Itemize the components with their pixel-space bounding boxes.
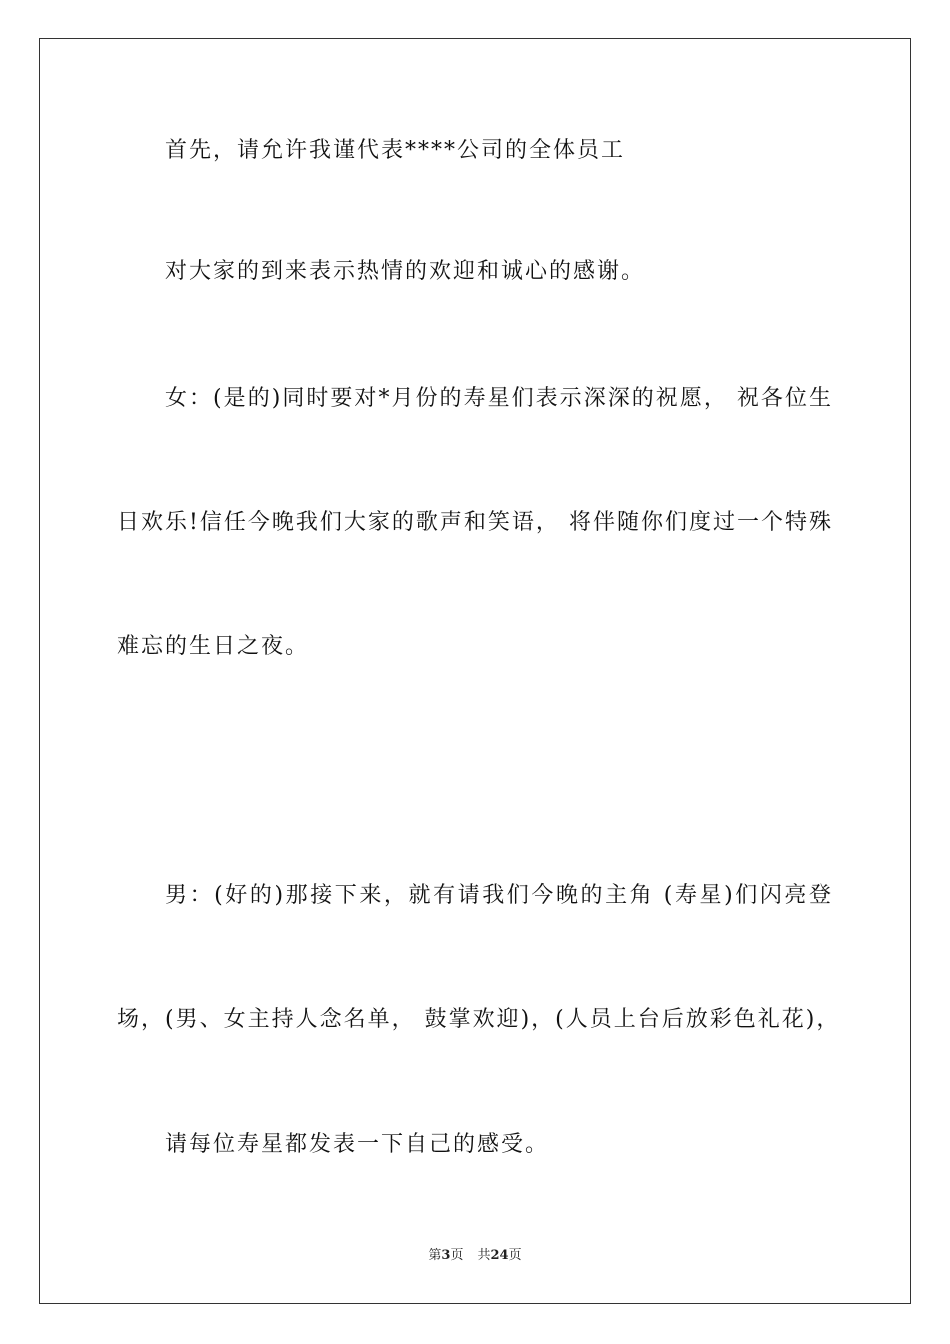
footer-total-pages: 24	[490, 1248, 509, 1263]
paragraph-line-3: 女：(是的)同时要对*月份的寿星们表示深深的祝愿， 祝各位生	[165, 386, 833, 411]
page-border	[39, 38, 911, 1304]
paragraph-line-7: 场，(男、女主持人念名单， 鼓掌欢迎)，(人员上台后放彩色礼花)，	[117, 1007, 841, 1032]
paragraph-line-1: 首先，请允许我谨代表****公司的全体员工	[165, 138, 626, 163]
footer-total-suffix: 页	[508, 1248, 522, 1263]
paragraph-line-2: 对大家的到来表示热情的欢迎和诚心的感谢。	[165, 259, 646, 284]
paragraph-line-5: 难忘的生日之夜。	[117, 634, 310, 659]
paragraph-line-8: 请每位寿星都发表一下自己的感受。	[165, 1132, 550, 1157]
footer-page-suffix: 页	[450, 1248, 464, 1263]
footer-page-number: 3	[441, 1248, 451, 1263]
paragraph-line-4: 日欢乐!信任今晚我们大家的歌声和笑语， 将伴随你们度过一个特殊	[117, 510, 833, 535]
footer-total-prefix: 共	[477, 1248, 491, 1263]
footer-page-prefix: 第	[428, 1248, 442, 1263]
paragraph-line-6: 男：(好的)那接下来，就有请我们今晚的主角 (寿星)们闪亮登	[165, 883, 833, 908]
page-footer	[0, 1247, 950, 1265]
